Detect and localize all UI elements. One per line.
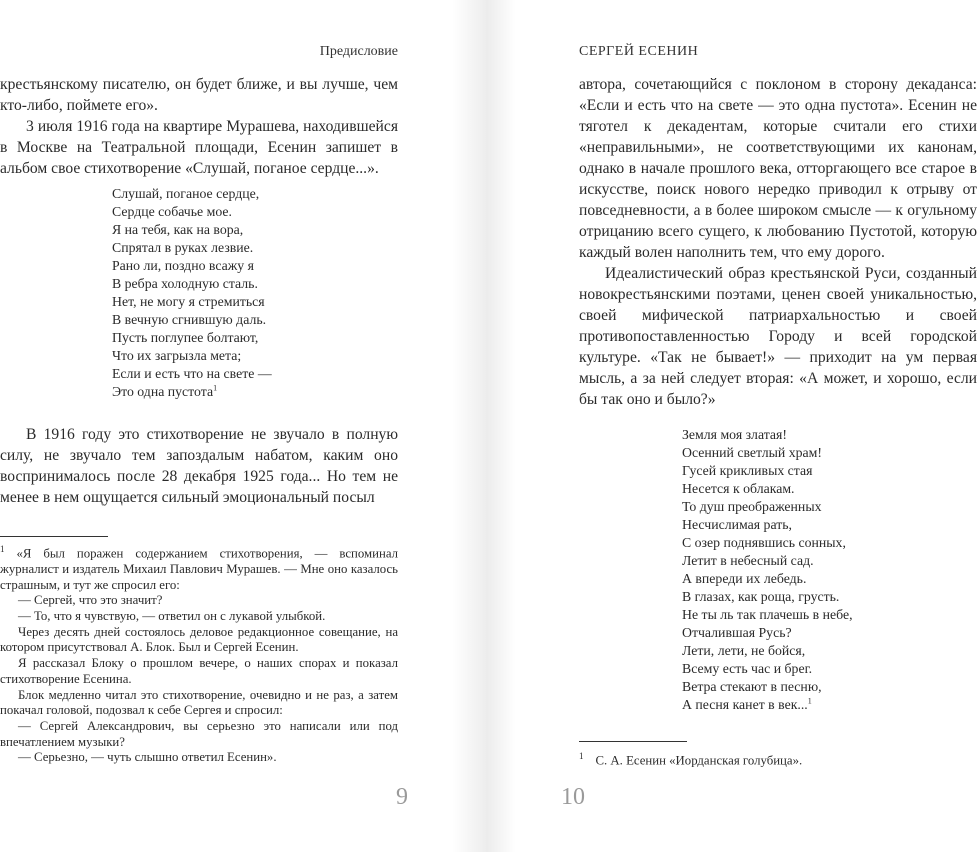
poem-line: Отчалившая Русь?: [682, 625, 792, 640]
poem-right: [682, 426, 853, 714]
footnote-ref: 1: [213, 383, 218, 393]
poem-line: Если и есть что на свете —: [112, 366, 272, 381]
poem-line: Гусей крикливых стая: [682, 463, 813, 478]
poem-line: Это одна пустота$^1$: [112, 383, 218, 399]
poem-line: А песня канет в век...$^1$: [682, 696, 812, 712]
poem-line: Что их загрызла мета;: [112, 348, 242, 363]
running-head-right: СЕРГЕЙ ЕСЕНИН: [579, 44, 699, 59]
page-number-right: 10: [561, 784, 585, 810]
poem-line: То душ преображенных: [682, 499, 822, 514]
poem-line: Рано ли, поздно всажу я: [112, 258, 255, 273]
footnote-paragraph: — Сергей Александрович, вы серьезно это написали или под впечатлением музыки?: [0, 719, 398, 749]
footnote-paragraph: $^1$ «Я был поражен содержанием стихотворения, — вспоминал журналист и издатель Михаил Павлович Мурашев. — Мне оно казалось страшным, и тут же спросил его:: [0, 544, 398, 592]
body-text-top-left: [0, 74, 398, 179]
right-page: [486, 0, 977, 852]
poem-line: Нет, не могу я стремиться: [112, 294, 265, 309]
poem-line: А впереди их лебедь.: [682, 571, 807, 586]
paragraph: автора, сочетающийся с поклоном в сторону декаданса: «Если и есть что на свете — это одна пустота». Есенин не тяготел к декадентам, которые считали его стихи «неправильными», не соответствующими их канонам, однако в начале прошлого века, отторгающего все старое в искусстве, поиск нового нередко приводил к отрыву от повседневности, а в более широком смысле — к огульному отрицанию всего сущего, к любованию Пустотой, которую каждый волен наполнить тем, что ему дорого.: [579, 76, 977, 261]
poem-line: В ребра холодную сталь.: [112, 276, 258, 291]
poem-line: Я на тебя, как на вора,: [112, 222, 244, 237]
footnote-paragraph: — Серьезно, — чуть слышно ответил Есенин».: [18, 750, 277, 765]
gutter-shadow-right: [486, 0, 516, 852]
page-number-left: 9: [396, 784, 408, 810]
footnote-rule: [579, 741, 687, 742]
poem-line: Спрятал в руках лезвие.: [112, 240, 254, 255]
footnote-ref: 1: [807, 696, 812, 706]
poem-line: Не ты ль так плачешь в небе,: [682, 607, 853, 622]
footnote-right: [579, 749, 977, 769]
poem-line: С озер поднявшись сонных,: [682, 535, 846, 550]
poem-line: Летит в небесный сад.: [682, 553, 814, 568]
poem-left: [112, 185, 272, 401]
footnote-text: С. А. Есенин «Иорданская голубица».: [595, 753, 803, 768]
running-head-left: Предисловие: [319, 44, 398, 59]
poem-line: Сердце собачье мое.: [112, 204, 232, 219]
footnote-left: [0, 542, 398, 766]
paragraph: В 1916 году это стихотворение не звучало в полную силу, не звучало тем запоздалым набатом, каким оно воспринималось после 28 декабря 1925 года... Но тем не менее в нем ощущается сильный эмоциональный посыл: [0, 426, 398, 506]
footnote-paragraph: — Сергей, что это значит?: [18, 593, 163, 608]
paragraph: крестьянскому писателю, он будет ближе, и вы лучше, чем кто-либо, поймете его».: [0, 76, 398, 114]
footnote-paragraph: — То, что я чувствую, — ответил он с лукавой улыбкой.: [18, 609, 326, 624]
poem-line: Слушай, поганое сердце,: [112, 186, 260, 201]
footnote-paragraph: Я рассказал Блоку о прошлом вечере, о наших спорах и показал стихотворение Есенина.: [0, 656, 398, 686]
paragraph: 3 июля 1916 года на квартире Мурашева, находившейся в Москве на Театральной площади, Есенин запишет в альбом свое стихотворение «Слушай, поганое сердце...».: [0, 118, 398, 177]
poem-line: В вечную сгнившую даль.: [112, 312, 267, 327]
body-text-right: [579, 74, 977, 410]
left-page: [0, 0, 486, 852]
poem-line: Осенний светлый храм!: [682, 445, 822, 460]
footnote-paragraph: Через десять дней состоялось деловое редакционное совещание, на котором присутствовал А. Блок. Был и Сергей Есенин.: [0, 624, 398, 655]
poem-line: Несчислимая рать,: [682, 517, 792, 532]
footnote-rule: [0, 536, 108, 537]
footnote-marker: 1: [0, 544, 5, 554]
footnote-marker: 1: [579, 751, 584, 761]
body-text-bottom-left: [0, 424, 398, 508]
gutter-shadow-left: [452, 0, 486, 852]
poem-line: Лети, лети, не бойся,: [682, 643, 806, 658]
poem-line: Всему есть час и брег.: [682, 661, 813, 676]
footnote-paragraph: Блок медленно читал это стихотворение, очевидно и не раз, а затем покачал головой, подозвал к себе Сергея и спросил:: [0, 687, 398, 718]
poem-line: Пусть поглупее болтают,: [112, 330, 259, 345]
paragraph: Идеалистический образ крестьянской Руси, созданный новокрестьянскими поэтами, ценен своей уникальностью, своей мифической патриархальностью и своей противопоставленностью Городу и всей городской культуре. «Так не бывает!» — приходит на ум первая мысль, а за ней следует вторая: «А может, и хорошо, если бы так оно и было?»: [579, 265, 977, 408]
poem-line: Ветра стекают в песню,: [682, 679, 822, 694]
poem-line: Земля моя златая!: [682, 427, 787, 442]
poem-line: В глазах, как роща, грусть.: [682, 589, 840, 604]
poem-line: Несется к облакам.: [682, 481, 795, 496]
